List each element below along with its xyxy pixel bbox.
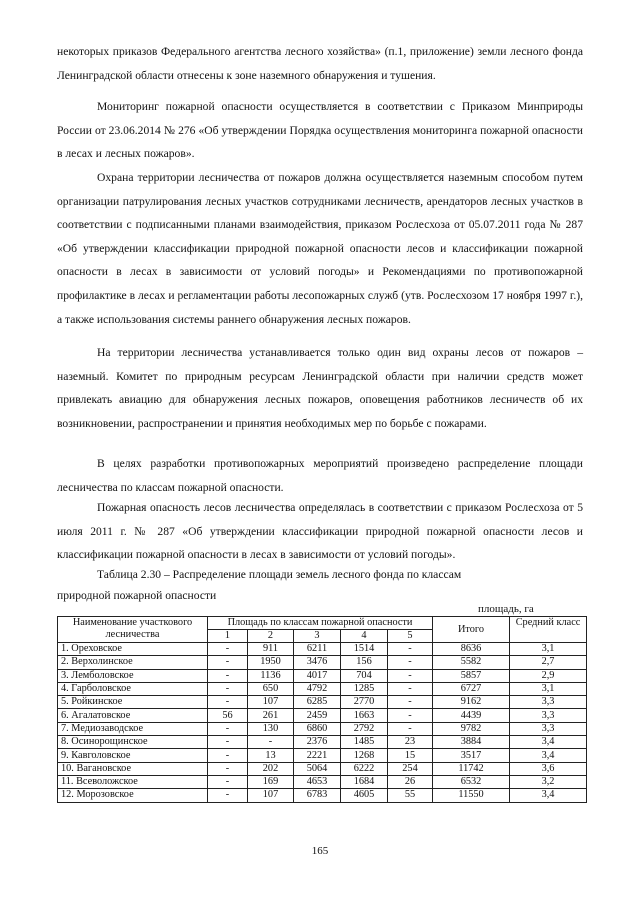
header-class-1: 1 [208, 630, 248, 643]
table-cell: 13 [248, 749, 294, 762]
table-row [58, 749, 587, 762]
table-cell: - [208, 722, 248, 735]
table-cell: 2,7 [510, 656, 587, 669]
table-row [58, 722, 587, 735]
table-row [58, 736, 587, 749]
forestry-name-cell: 9. Кавголовское [58, 749, 208, 762]
table-cell: 5064 [294, 762, 341, 775]
forestry-name-cell: 3. Лемболовское [58, 669, 208, 682]
table-cell: - [208, 762, 248, 775]
table-cell: 6222 [341, 762, 388, 775]
table-cell: 11550 [433, 789, 510, 802]
paragraph-distribution: В целях разработки противопожарных мероприятий произведено распределение площади лесничества по классам пожарной опасности. [57, 457, 583, 494]
table-cell: - [208, 736, 248, 749]
table-cell: 3884 [433, 736, 510, 749]
table-cell: 2770 [341, 696, 388, 709]
table-cell: 9162 [433, 696, 510, 709]
table-cell: 3,4 [510, 736, 587, 749]
table-cell: 1950 [248, 656, 294, 669]
forestry-name-cell: 5. Ройкинское [58, 696, 208, 709]
table-cell: 3,4 [510, 789, 587, 802]
table-cell: 2459 [294, 709, 341, 722]
table-cell: 3,6 [510, 762, 587, 775]
table-cell: - [208, 789, 248, 802]
table-cell: 8636 [433, 643, 510, 656]
header-classes-group: Площадь по классам пожарной опасности [208, 617, 433, 630]
table-cell: 1485 [341, 736, 388, 749]
table-cell: 56 [208, 709, 248, 722]
table-cell: 6285 [294, 696, 341, 709]
table-cell: 107 [248, 696, 294, 709]
table-cell: 3,2 [510, 775, 587, 788]
header-class-5: 5 [388, 630, 433, 643]
table-cell: 254 [388, 762, 433, 775]
table-row [58, 789, 587, 802]
table-units: площадь, га [478, 603, 534, 615]
table-cell: 26 [388, 775, 433, 788]
table-cell: 3,3 [510, 722, 587, 735]
table-cell: 650 [248, 682, 294, 695]
table-body [58, 643, 587, 803]
table-cell: - [388, 682, 433, 695]
table-cell: 1285 [341, 682, 388, 695]
table-cell: 2,9 [510, 669, 587, 682]
table-cell: 5582 [433, 656, 510, 669]
paragraph-ground-protection: На территории лесничества устанавливается только один вид охраны лесов от пожаров – наземный. Комитет по природным ресурсам Ленинградской области при наличии средств может привлекать авиацию для обнаружения лесных пожаров, оповещения работников лесничеств об их возникновении, распространении и принятия необходимых мер по борьбе с пожарами. [57, 346, 583, 430]
forestry-name-cell: 10. Вагановское [58, 762, 208, 775]
paragraph-continuation: некоторых приказов Федерального агентства лесного хозяйства» (п.1, приложение) земли лесного фонда Ленинградской области отнесены к зоне наземного обнаружения и тушения. [57, 45, 583, 82]
table-cell: - [208, 696, 248, 709]
table-cell: 3,3 [510, 696, 587, 709]
fire-class-table [57, 616, 587, 803]
table-cell: - [208, 682, 248, 695]
table-cell: - [388, 709, 433, 722]
table-cell: 130 [248, 722, 294, 735]
table-cell: 3,4 [510, 749, 587, 762]
table-cell: - [388, 643, 433, 656]
paragraph-monitoring: Мониторинг пожарной опасности осуществляется в соответствии с Приказом Минприроды России от 23.06.2014 № 276 «Об утверждении Порядка осуществления мониторинга пожарной опасности в лесах и лесных пожаров». [57, 100, 583, 161]
table-cell: - [208, 669, 248, 682]
table-cell: 6860 [294, 722, 341, 735]
table-row [58, 775, 587, 788]
table-cell: 1136 [248, 669, 294, 682]
header-name: Наименование участкового лесничества [58, 617, 208, 643]
table-cell: - [388, 722, 433, 735]
table-cell: 4653 [294, 775, 341, 788]
forestry-name-cell: 4. Гарболовское [58, 682, 208, 695]
table-cell: 2792 [341, 722, 388, 735]
table-cell: - [388, 696, 433, 709]
table-cell: 3,1 [510, 682, 587, 695]
table-cell: 4792 [294, 682, 341, 695]
table-cell: 1684 [341, 775, 388, 788]
table-cell: 55 [388, 789, 433, 802]
table-row [58, 643, 587, 656]
table-cell: 6783 [294, 789, 341, 802]
table-row [58, 656, 587, 669]
paragraph-fire-danger: Пожарная опасность лесов лесничества определялась в соответствии с приказом Рослесхоза от 5 июля 2011 г. № 287 «Об утверждении классификации природной пожарной опасности лесов и классификации пожарной опасности в лесах в зависимости от условий погоды». [57, 501, 583, 562]
table-cell: 3517 [433, 749, 510, 762]
table-cell: - [388, 669, 433, 682]
header-total: Итого [433, 617, 510, 643]
table-cell: 5857 [433, 669, 510, 682]
table-cell: - [208, 775, 248, 788]
header-class-4: 4 [341, 630, 388, 643]
forestry-name-cell: 1. Ореховское [58, 643, 208, 656]
table-cell: - [248, 736, 294, 749]
table-cell: 1663 [341, 709, 388, 722]
forestry-name-cell: 8. Осинорощинское [58, 736, 208, 749]
forestry-name-cell: 7. Медиозаводское [58, 722, 208, 735]
table-cell: 1514 [341, 643, 388, 656]
page-number: 165 [311, 845, 329, 857]
table-cell: 1268 [341, 749, 388, 762]
table-cell: 3476 [294, 656, 341, 669]
table-cell: 11742 [433, 762, 510, 775]
table-cell: - [208, 749, 248, 762]
table-cell: 2221 [294, 749, 341, 762]
table-cell: 6532 [433, 775, 510, 788]
table-cell: 6211 [294, 643, 341, 656]
table-row [58, 696, 587, 709]
table-cell: 3,1 [510, 643, 587, 656]
paragraph-protection: Охрана территории лесничества от пожаров должна осуществляется наземным способом путем организации патрулирования лесных участков сотрудниками лесничеств, арендаторов лесных участков в соответствии с подписанными планами взаимодействия, приказом Рослесхоза от 05.07.2011 года № 287 «Об утверждении классификации природной пожарной опасности лесов и классификации пожарной опасности в лесах в зависимости от условий погоды» и Рекомендациями по противопожарной профилактике в лесах и регламентации работы лесопожарных служб (утв. Рослесхозом 17 ноября 1997 г.), а также использования системы раннего обнаружения лесных пожаров. [57, 171, 583, 326]
header-class-2: 2 [248, 630, 294, 643]
table-row [58, 762, 587, 775]
table-cell: 911 [248, 643, 294, 656]
forestry-name-cell: 12. Морозовское [58, 789, 208, 802]
table-cell: 107 [248, 789, 294, 802]
table-cell: 261 [248, 709, 294, 722]
table-cell: 4439 [433, 709, 510, 722]
table-cell: 15 [388, 749, 433, 762]
table-cell: 6727 [433, 682, 510, 695]
table-cell: 2376 [294, 736, 341, 749]
table-cell: 3,3 [510, 709, 587, 722]
table-row [58, 682, 587, 695]
table-caption-line1: Таблица 2.30 – Распределение площади земель лесного фонда по классам [97, 568, 462, 581]
table-cell: 23 [388, 736, 433, 749]
table-row [58, 709, 587, 722]
table-cell: 9782 [433, 722, 510, 735]
header-class-3: 3 [294, 630, 341, 643]
header-average-class: Средний класс [510, 617, 587, 643]
table-cell: 169 [248, 775, 294, 788]
forestry-name-cell: 2. Верхолинское [58, 656, 208, 669]
table-cell: - [388, 656, 433, 669]
table-cell: 4605 [341, 789, 388, 802]
table-caption-line2: природной пожарной опасности [57, 589, 217, 602]
table-row [58, 669, 587, 682]
forestry-name-cell: 6. Агалатовское [58, 709, 208, 722]
table-cell: - [208, 643, 248, 656]
forestry-name-cell: 11. Всеволожское [58, 775, 208, 788]
table-cell: 202 [248, 762, 294, 775]
table-cell: - [208, 656, 248, 669]
table-cell: 4017 [294, 669, 341, 682]
table-cell: 156 [341, 656, 388, 669]
table-cell: 704 [341, 669, 388, 682]
table-caption [57, 564, 587, 606]
